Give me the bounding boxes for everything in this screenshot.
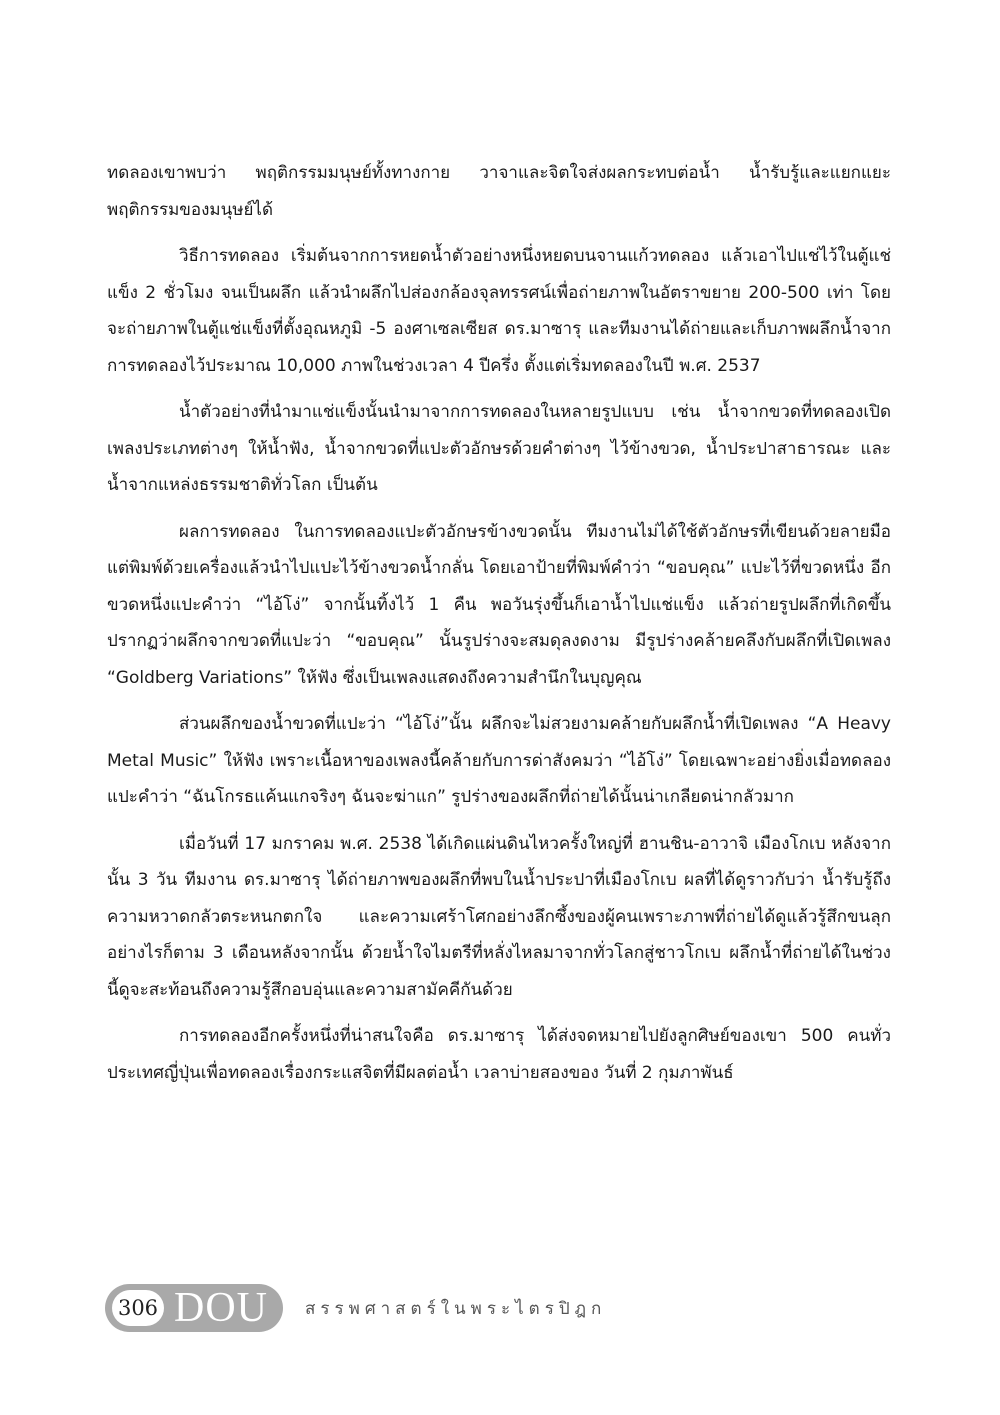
footer-badge [105,1284,283,1332]
paragraph-3: น้ำตัวอย่างที่นำมาแช่แข็งนั้นนำมาจากการทดลองในหลายรูปแบบ เช่น น้ำจากขวดที่ทดลองเปิดเพลงประเภทต่างๆ ให้น้ำฟัง, น้ำจากขวดที่แปะตัวอักษรด้วยคำต่างๆ ไว้ข้างขวด, น้ำประปาสาธารณะ และ น้ำจากแหล่งธรรมชาติทั่วโลก เป็นต้น [107,402,891,495]
paragraph-7: การทดลองอีกครั้งหนึ่งที่น่าสนใจคือ ดร.มาซารุ ได้ส่งจดหมายไปยังลูกศิษย์ของเขา 500 คนทั่วประเทศญี่ปุ่นเพื่อทดลองเรื่องกระแสจิตที่มีผลต่อน้ำ เวลาบ่ายสองของ วันที่ 2 กุมภาพันธ์ [107,1026,891,1083]
paragraph-1: ทดลองเขาพบว่า พฤติกรรมมนุษย์ทั้งทางกาย วาจาและจิตใจส่งผลกระทบต่อน้ำ น้ำรับรู้และแยกแยะพฤติกรรมของมนุษย์ได้ [107,163,891,220]
page-footer [105,1283,606,1333]
page-number: 306 [112,1290,164,1326]
paragraph-6: เมื่อวันที่ 17 มกราคม พ.ศ. 2538 ได้เกิดแผ่นดินไหวครั้งใหญ่ที่ ฮานชิน-อาวาจิ เมืองโกเบ หลังจากนั้น 3 วัน ทีมงาน ดร.มาซารุ ได้ถ่ายภาพของผลึกที่พบในน้ำประปาที่เมืองโกเบ ผลที่ได้ดูราวกับว่า น้ำรับรู้ถึงความหวาดกลัวตระหนกตกใจ และความเศร้าโศกอย่างลึกซึ้งของผู้คนเพราะภาพที่ถ่ายได้ดูแล้วรู้สึกขนลุก อย่างไรก็ตาม 3 เดือนหลังจากนั้น ด้วยน้ำใจไมตรีที่หลั่งไหลมาจากทั่วโลกสู่ชาวโกเบ ผลึกน้ำที่ถ่ายได้ในช่วงนี้ดูจะสะท้อนถึงความรู้สึกอบอุ่นและความสามัคคีกันด้วย [107,833,891,1000]
paragraph-4: ผลการทดลอง ในการทดลองแปะตัวอักษรข้างขวดนั้น ทีมงานไม่ได้ใช้ตัวอักษรที่เขียนด้วยลายมือ แต่พิมพ์ด้วยเครื่องแล้วนำไปแปะไว้ข้างขวดน้ำกลั่น โดยเอาป้ายที่พิมพ์คำว่า “ขอบคุณ” แปะไว้ที่ขวดหนึ่ง อีกขวดหนึ่งแปะคำว่า “ไอ้โง่” จากนั้นทิ้งไว้ 1 คืน พอวันรุ่งขึ้นก็เอาน้ำไปแช่แข็ง แล้วถ่ายรูปผลึกที่เกิดขึ้น ปรากฏว่าผลึกจากขวดที่แปะว่า “ขอบคุณ” นั้นรูปร่างจะสมดุลงดงาม มีรูปร่างคล้ายคลึงกับผลึกที่เปิดเพลง “Goldberg Variations” ให้ฟัง ซึ่งเป็นเพลงแสดงถึงความสำนึกในบุญคุณ [107,521,891,688]
paragraph-5: ส่วนผลึกของน้ำขวดที่แปะว่า “ไอ้โง่”นั้น ผลึกจะไม่สวยงามคล้ายกับผลึกน้ำที่เปิดเพลง “A Heavy Metal Music” ให้ฟัง เพราะเนื้อหาของเพลงนี้คล้ายกับการด่าสังคมว่า “ไอ้โง่” โดยเฉพาะอย่างยิ่งเมื่อทดลองแปะคำว่า “ฉันโกรธแค้นแกจริงๆ ฉันจะฆ่าแก” รูปร่างของผลึกที่ถ่ายได้นั้นน่าเกลียดน่ากลัวมาก [107,714,891,807]
page-body [107,155,891,1101]
brand-logo-text: DOU [174,1285,268,1331]
paragraph-2: วิธีการทดลอง เริ่มต้นจากการหยดน้ำตัวอย่างหนึ่งหยดบนจานแก้วทดลอง แล้วเอาไปแช่ไว้ในตู้แช่แข็ง 2 ชั่วโมง จนเป็นผลึก แล้วนำผลึกไปส่องกล้องจุลทรรศน์เพื่อถ่ายภาพในอัตราขยาย 200-500 เท่า โดยจะถ่ายภาพในตู้แช่แข็งที่ตั้งอุณหภูมิ -5 องศาเซลเซียส ดร.มาซารุ และทีมงานได้ถ่ายและเก็บภาพผลึกน้ำจากการทดลองไว้ประมาณ 10,000 ภาพในช่วงเวลา 4 ปีครึ่ง ตั้งแต่เริ่มทดลองในปี พ.ศ. 2537 [107,246,891,376]
book-title: สรรพศาสตร์ในพระไตรปิฎก [305,1298,607,1319]
